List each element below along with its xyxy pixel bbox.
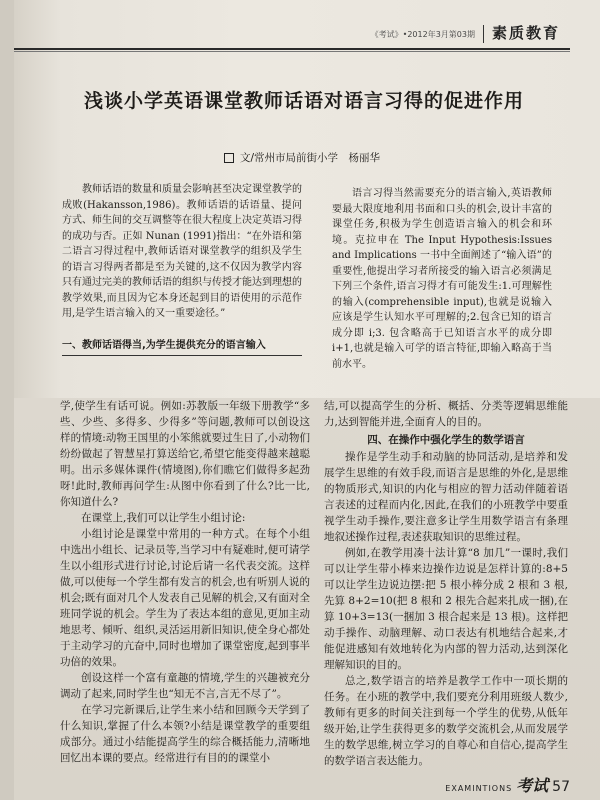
upper-right-column (332, 186, 552, 372)
paragraph: 学,使学生有话可说。例如:苏教版一年级下册教学“多些、少些、多得多、少得多”等问题,教师可以创设这样的情境:动物王国里的小笨熊就要过生日了,小动物们纷纷做起了智慧星打算送给它,希望它能变得越来越聪明。出示多媒体课件(情境图),你们瞧它们做得多起劲呀!此时,教师再问学生:从图中你看到了什么?比一比,你知道什么? (60, 400, 310, 508)
issue-label: 《考试》•2012年3月第03期 (370, 30, 475, 39)
lower-left-column (60, 398, 310, 766)
paragraph: 小组讨论是课堂中常用的一种方式。在每个小组中选出小组长、记录员等,当学习中有疑难时,便可请学生以小组形式进行讨论,讨论后请一名代表交流。这样做,可以使每一个学生都有发言的机会,也有听别人说的机会;既有面对几个人发表自己见解的机会,又有面对全班同学说的机会。学生为了表达本组的意见,更加主动地思考、倾听、组织,灵活运用新旧知识,使全身心都处于主动学习的亢奋中,同时也增加了课堂密度,起到事半功倍的效果。 (60, 528, 310, 668)
lower-page-section (14, 398, 600, 800)
header-divider (483, 25, 484, 43)
paragraph: 操作是学生动手和动脑的协同活动,是培养和发展学生思维的有效手段,而语言是思维的外化,是思维的物质形式,知识的内化与相应的智力活动伴随着语言表述的过程而内化,因此,在我们的小班教学中要重视学生动手操作,要注意多让学生用数学语言有条理地叙述操作过程,表述获取知识的思维过程。 (324, 451, 568, 543)
paragraph: 结,可以提高学生的分析、概括、分类等逻辑思维能力,达到智能并进,全面育人的目的。 (324, 400, 568, 428)
section-heading-4: 四、在操作中强化学生的数学语言 (367, 434, 525, 446)
paragraph: 创设这样一个富有童趣的情境,学生的兴趣被充分调动了起来,同时学生也“知无不言,言无不尽了”。 (60, 672, 310, 700)
section-label: 素质教育 (491, 24, 560, 42)
byline-box-icon (224, 153, 234, 163)
magazine-name-en: EXAMINTIONS (445, 784, 513, 793)
page-number: 57 (552, 779, 570, 795)
paragraph: 例如,在教学用凑十法计算“8 加几”一课时,我们可以让学生带小棒来边操作边说是怎样计算的:8+5 可以让学生边说边摆:把 5 根小棒分成 2 根和 3 根,先算 8+2=10(把 8 根和 2 根先合起来扎成一捆),在算 10+3=13(一捆加 3 根合起来是 13 根)。这样把动手操作、动脑理解、动口表达有机地结合起来,才能促进感知有效地转化为内部的智力活动,达到深化理解知识的目的。 (324, 547, 568, 671)
byline-text: 文/常州市局前街小学 杨丽华 (240, 152, 381, 164)
magazine-page (14, 0, 600, 800)
paragraph: 在学习完新课后,让学生来小结和回顾今天学到了什么知识,掌握了什么本领?小结是课堂教学的重要组成部分。通过小结能提高学生的综合概括能力,清晰地回忆出本课的要点。经常进行有目的的课堂小 (60, 704, 310, 764)
header-rule (14, 48, 570, 50)
running-header (371, 22, 560, 43)
page-footer (445, 773, 570, 796)
paragraph: 在课堂上,我们可以让学生小组讨论: (81, 512, 246, 524)
byline (224, 150, 484, 165)
paragraph: 总之,数学语言的培养是教学工作中一项长期的任务。在小班的教学中,我们要充分利用班级人数少,教师有更多的时间关注到每一个学生的优势,从低年级开始,让学生获得更多的数学交流机会,从而发展学生的数学思维,树立学习的自尊心和自信心,提高学生的数学语言表达能力。 (324, 675, 568, 767)
article-title: 浅谈小学英语课堂教师话语对语言习得的促进作用 (83, 90, 524, 112)
upper-left-column (62, 182, 302, 356)
magazine-logo: 考试 (516, 776, 549, 795)
header-rule-thin (14, 51, 570, 52)
paragraph: 语言习得当然需要充分的语言输入,英语教师要最大限度地利用书面和口头的机会,设计丰富的课堂任务,积极为学生创造语言输入的机会和环境。克拉申在 The Input Hypothesis:Issues and Implications 一书中全面阐述了“输入语”的重要性,他提出学习者所接受的输入语言必须满足下列三个条件,语言习得才有可能发生:1.可理解性的输入(comprehensible input),也就是说输入应该是学生认知水平可理解的;2.包含已知的语言成分即 i;3. 包含略高于已知语言水平的成分即 i+1,也就是输入可学的语言特征,即输入略高于当前水平。 (332, 188, 552, 370)
section-heading-1: 一、教师话语得当,为学生提供充分的语言输入 (62, 339, 266, 351)
heading-rule (62, 355, 302, 356)
paragraph: 教师话语的数量和质量会影响甚至决定课堂教学的成败(Hakansson,1986)。教师话语的话语量、提问方式、师生间的交互调整等在很大程度上决定英语习得的成功与否。正如 Nunan (1991)指出：“在外语和第二语言习得过程中,教师话语对课堂教学的组织及学生的语言习得两者都是至为关键的,这不仅因为教学内容只有通过完美的教师话语的组织与传授才能达到理想的教学效果,而且因为它本身还起到目的语使用的示范作用,是学生语言输入的又一重要途径。” (62, 184, 302, 319)
lower-right-column (324, 398, 568, 769)
